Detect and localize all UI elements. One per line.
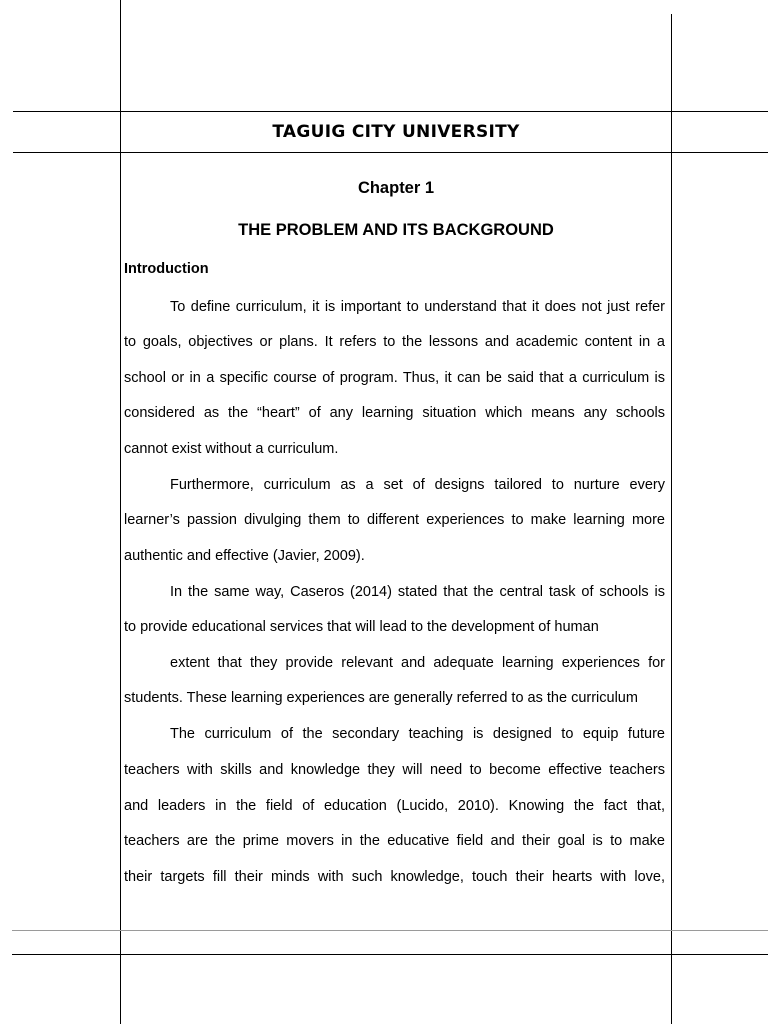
body-line: The curriculum of the secondary teaching is designed to equip future — [170, 726, 665, 742]
header-top-rule — [13, 111, 768, 112]
chapter-title: THE PROBLEM AND ITS BACKGROUND — [238, 221, 554, 239]
body-line: to provide educational services that will lead to the development of human — [124, 619, 599, 635]
body-line: authentic and effective (Javier, 2009). — [124, 548, 365, 564]
body-line: cannot exist without a curriculum. — [124, 441, 339, 457]
body-line: school or in a specific course of program. Thus, it can be said that a curriculum is — [124, 370, 665, 386]
body-line: learner’s passion divulging them to different experiences to make learning more — [124, 512, 665, 528]
university-name: TAGUIG CITY UNIVERSITY — [272, 122, 520, 142]
body-line: teachers are the prime movers in the educative field and their goal is to make — [124, 833, 665, 849]
right-margin-rule — [671, 14, 672, 1024]
body-line: to goals, objectives or plans. It refers to the lessons and academic content in a — [124, 334, 665, 350]
body-line: their targets fill their minds with such knowledge, touch their hearts with love, — [124, 869, 665, 885]
body-line: In the same way, Caseros (2014) stated that the central task of schools is — [170, 584, 665, 600]
chapter-number: Chapter 1 — [357, 179, 435, 197]
body-line: Furthermore, curriculum as a set of designs tailored to nurture every — [170, 477, 665, 493]
footer-top-rule — [12, 930, 768, 931]
body-line: To define curriculum, it is important to understand that it does not just refer — [170, 299, 665, 315]
body-line: students. These learning experiences are generally referred to as the curriculum — [124, 690, 638, 706]
footer-bottom-rule — [12, 954, 768, 955]
header-bottom-rule — [13, 152, 768, 153]
body-line: considered as the “heart” of any learning situation which means any schools — [124, 405, 665, 421]
body-line: and leaders in the field of education (Lucido, 2010). Knowing the fact that, — [124, 798, 665, 814]
section-heading: Introduction — [124, 261, 209, 277]
body-line: teachers with skills and knowledge they will need to become effective teachers — [124, 762, 665, 778]
left-margin-rule — [120, 0, 121, 1024]
body-line: extent that they provide relevant and adequate learning experiences for — [170, 655, 665, 671]
